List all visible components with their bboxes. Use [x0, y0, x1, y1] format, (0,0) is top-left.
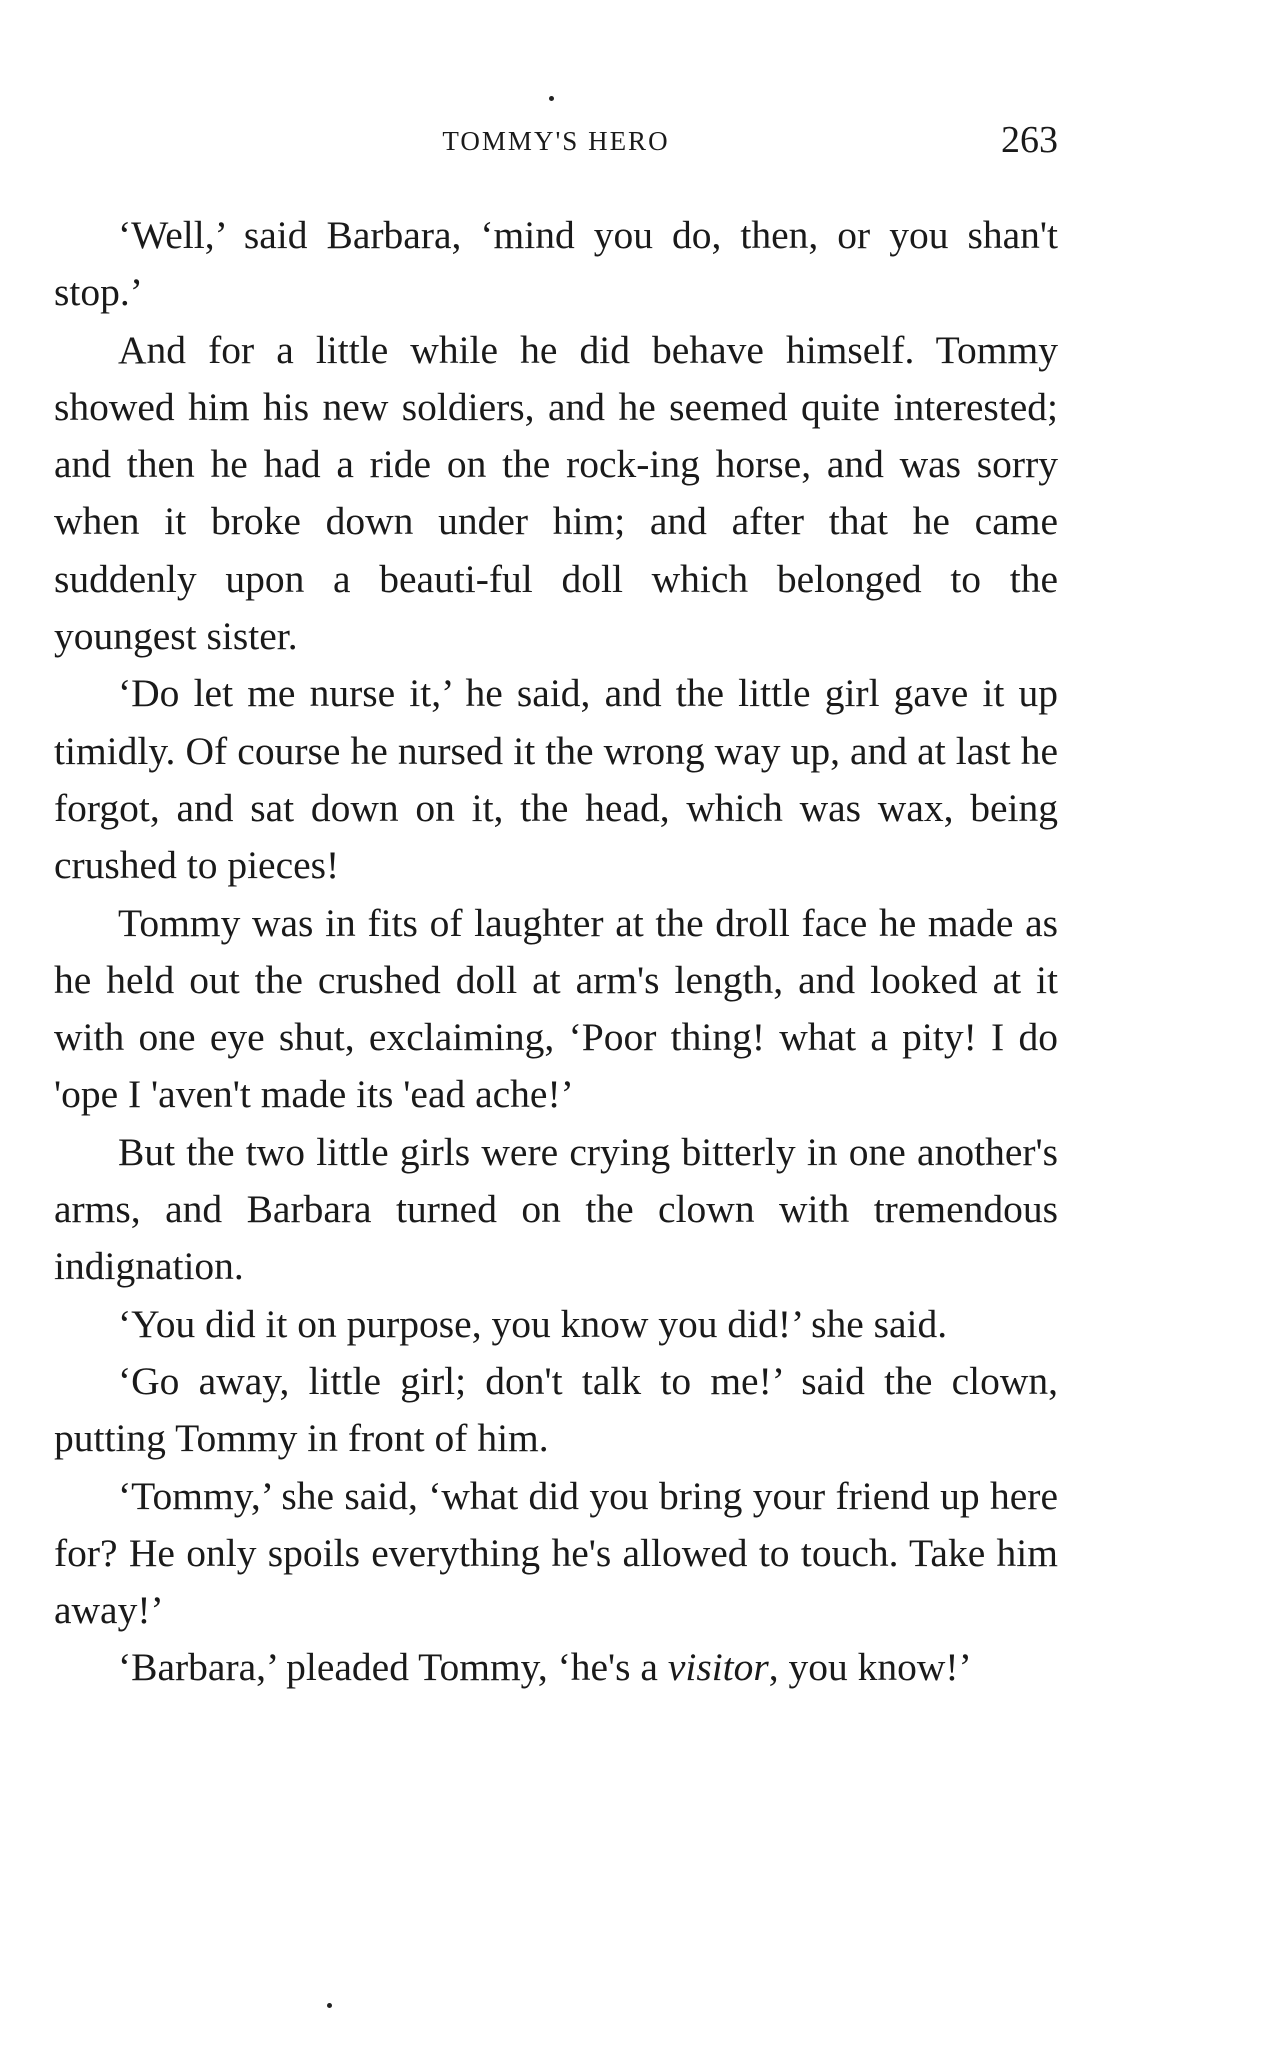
paragraph: ‘Do let me nurse it,’ he said, and the little girl gave it up timidly. Of course he nursed it the wrong way up, and at last he forgot, and sat down on it, the head, which was wax, being crushed to pieces! [54, 671, 1058, 888]
paragraph: But the two little girls were crying bitterly in one another's arms, and Barbara turned on the clown with tremendous indignation. [54, 1129, 1058, 1289]
paragraph: Tommy was in fits of laughter at the droll face he made as he held out the crushed doll at arm's length, and looked at it with one eye shut, exclaiming, ‘Poor thing! what a pity! I do 'ope I 'aven't made its 'ead ache!’ [54, 900, 1058, 1117]
paragraph: ‘Go away, little girl; don't talk to me!’ said the clown, putting Tommy in front of him. [54, 1358, 1058, 1461]
body-text [54, 207, 1058, 1697]
paragraph-text: , you know!’ [768, 1645, 972, 1690]
paragraph: ‘Well,’ said Barbara, ‘mind you do, then, or you shan't stop.’ [54, 213, 1058, 315]
paragraph-text: ‘Barbara,’ pleaded Tommy, ‘he's a [118, 1645, 668, 1690]
paragraph: ‘Tommy,’ she said, ‘what did you bring your friend up here for? He only spoils everything he's allowed to touch. Take him away!’ [54, 1473, 1058, 1633]
running-title: TOMMY'S HERO [442, 126, 670, 156]
emphasis-text: visitor [667, 1645, 769, 1690]
bottom-ink-dot [327, 2003, 332, 2008]
paragraph: ‘You did it on purpose, you know you did!’ she said. [118, 1301, 948, 1346]
paragraph [54, 1639, 1058, 1696]
page-number: 263 [1001, 119, 1058, 161]
top-ink-dot [549, 96, 554, 101]
running-head [54, 118, 1058, 168]
paragraph: And for a little while he did behave himself. Tommy showed him his new soldiers, and he seemed quite interested; and then he had a ride on the rock-ing horse, and was sorry when it broke down under him; and after that he came suddenly upon a beauti-ful doll which belonged to the youngest sister. [54, 327, 1058, 659]
